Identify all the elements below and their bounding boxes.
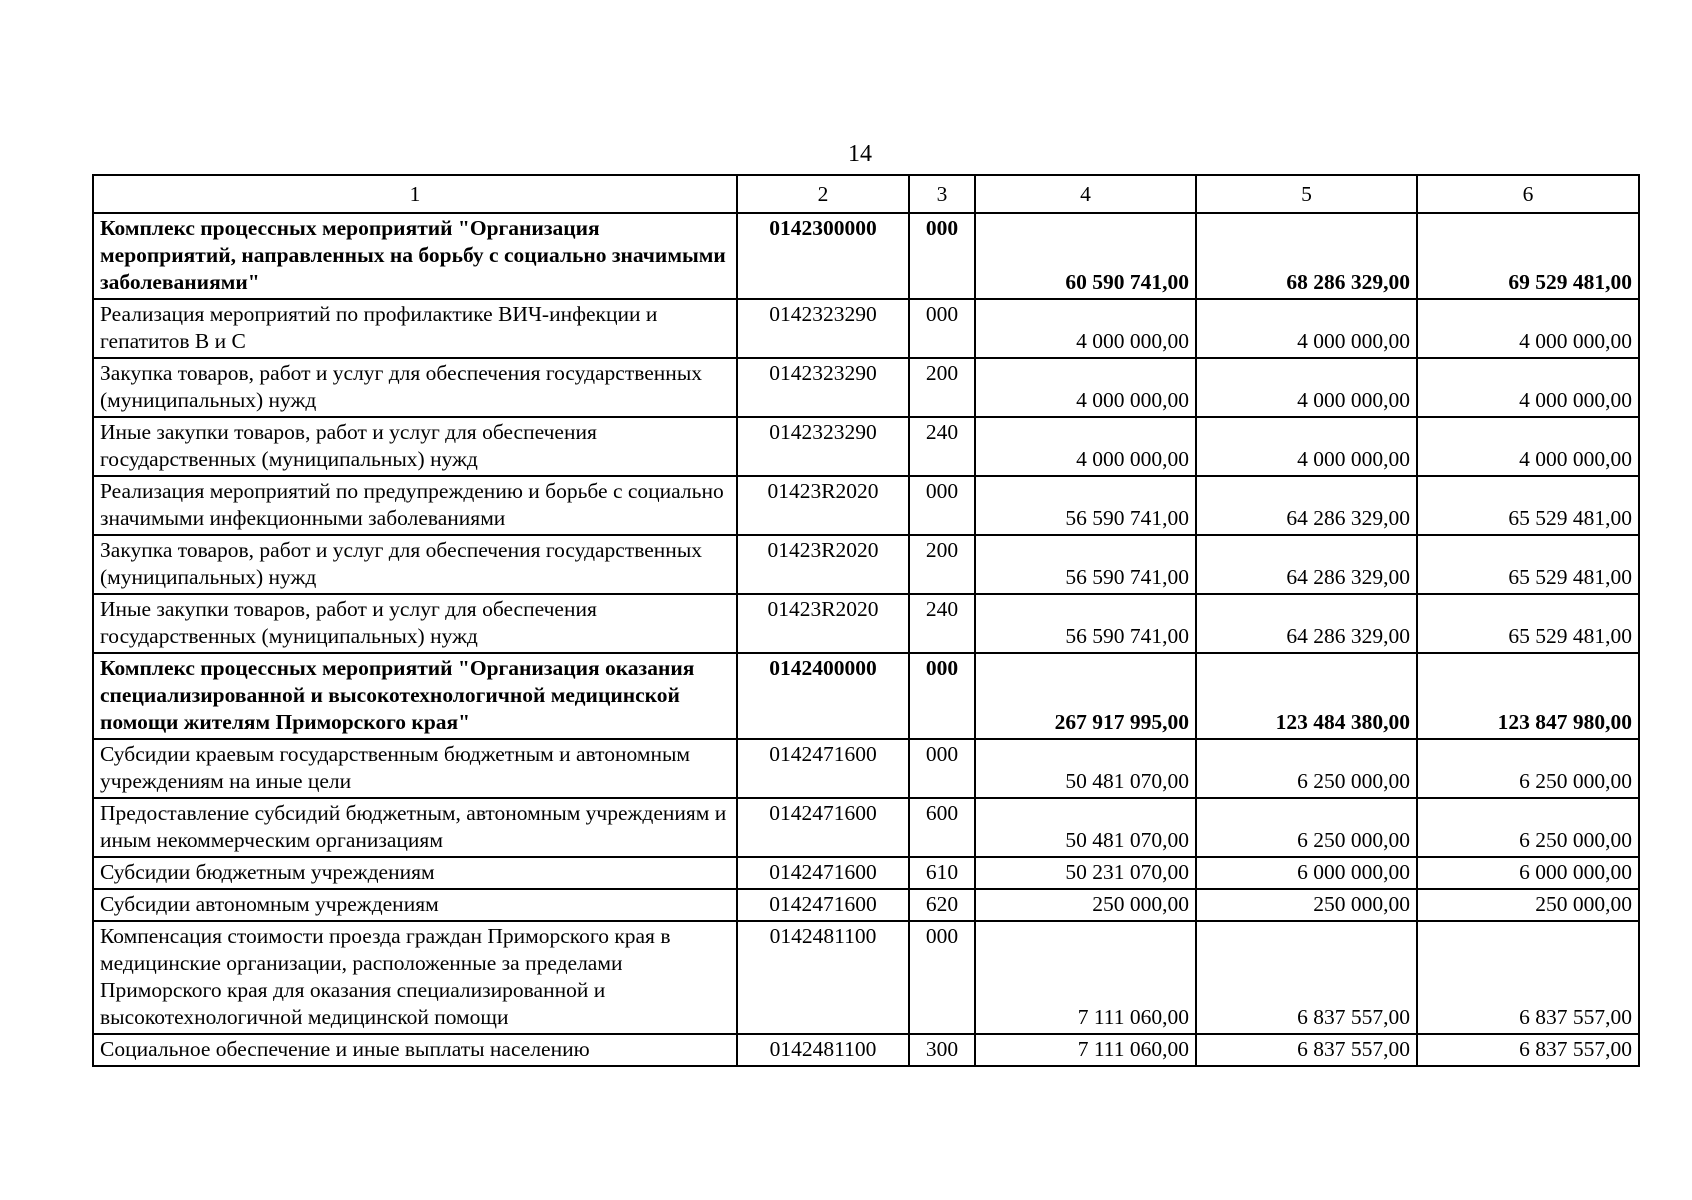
row-sum3-cell: 250 000,00 (1417, 889, 1639, 921)
table-row (93, 653, 1639, 739)
row-code-cell: 0142400000 (737, 653, 909, 739)
row-code-cell: 0142323290 (737, 358, 909, 417)
table-row (93, 358, 1639, 417)
row-sum2-cell: 68 286 329,00 (1196, 213, 1417, 299)
row-type-cell: 620 (909, 889, 975, 921)
row-code-cell: 0142481100 (737, 921, 909, 1034)
row-sum2-cell: 6 250 000,00 (1196, 798, 1417, 857)
row-sum1-cell: 56 590 741,00 (975, 535, 1196, 594)
row-type-cell: 000 (909, 653, 975, 739)
header-cell-1: 1 (93, 175, 737, 213)
row-name-cell: Субсидии автономным учреждениям (93, 889, 737, 921)
row-code-cell: 0142471600 (737, 857, 909, 889)
row-code-cell: 0142471600 (737, 739, 909, 798)
table-row (93, 213, 1639, 299)
row-sum2-cell: 6 250 000,00 (1196, 739, 1417, 798)
row-sum3-cell: 65 529 481,00 (1417, 594, 1639, 653)
row-sum1-cell: 4 000 000,00 (975, 417, 1196, 476)
row-sum2-cell: 6 837 557,00 (1196, 921, 1417, 1034)
row-sum2-cell: 6 837 557,00 (1196, 1034, 1417, 1066)
row-sum3-cell: 4 000 000,00 (1417, 358, 1639, 417)
row-name-cell: Субсидии краевым государственным бюджетным и автономным учреждениям на иные цели (93, 739, 737, 798)
row-type-cell: 000 (909, 476, 975, 535)
header-row (93, 175, 1639, 213)
header-cell-4: 4 (975, 175, 1196, 213)
row-name-cell: Компенсация стоимости проезда граждан Приморского края в медицинские организации, расположенные за пределами Приморского края для оказания специализированной и высокотехнологичной медицинской помощи (93, 921, 737, 1034)
row-sum1-cell: 4 000 000,00 (975, 299, 1196, 358)
row-sum3-cell: 69 529 481,00 (1417, 213, 1639, 299)
row-type-cell: 000 (909, 739, 975, 798)
row-name-cell: Реализация мероприятий по профилактике ВИЧ-инфекции и гепатитов В и С (93, 299, 737, 358)
row-sum3-cell: 65 529 481,00 (1417, 476, 1639, 535)
row-type-cell: 200 (909, 535, 975, 594)
table-row (93, 857, 1639, 889)
row-sum1-cell: 56 590 741,00 (975, 476, 1196, 535)
row-type-cell: 240 (909, 594, 975, 653)
table-row (93, 417, 1639, 476)
row-sum1-cell: 60 590 741,00 (975, 213, 1196, 299)
table-row (93, 1034, 1639, 1066)
row-sum1-cell: 4 000 000,00 (975, 358, 1196, 417)
header-cell-6: 6 (1417, 175, 1639, 213)
row-sum1-cell: 7 111 060,00 (975, 1034, 1196, 1066)
table-row (93, 535, 1639, 594)
row-type-cell: 200 (909, 358, 975, 417)
table-body (93, 175, 1639, 1066)
row-code-cell: 0142481100 (737, 1034, 909, 1066)
row-sum3-cell: 6 250 000,00 (1417, 798, 1639, 857)
table-row (93, 921, 1639, 1034)
row-sum3-cell: 6 837 557,00 (1417, 921, 1639, 1034)
row-code-cell: 0142300000 (737, 213, 909, 299)
row-sum1-cell: 50 481 070,00 (975, 798, 1196, 857)
row-sum2-cell: 64 286 329,00 (1196, 535, 1417, 594)
budget-table (92, 174, 1640, 1067)
row-sum1-cell: 267 917 995,00 (975, 653, 1196, 739)
row-sum1-cell: 250 000,00 (975, 889, 1196, 921)
row-sum1-cell: 56 590 741,00 (975, 594, 1196, 653)
row-sum3-cell: 4 000 000,00 (1417, 417, 1639, 476)
row-code-cell: 0142471600 (737, 889, 909, 921)
row-type-cell: 240 (909, 417, 975, 476)
table-row (93, 476, 1639, 535)
row-code-cell: 01423R2020 (737, 594, 909, 653)
header-cell-2: 2 (737, 175, 909, 213)
row-type-cell: 000 (909, 921, 975, 1034)
row-type-cell: 300 (909, 1034, 975, 1066)
row-sum1-cell: 50 481 070,00 (975, 739, 1196, 798)
row-sum3-cell: 6 837 557,00 (1417, 1034, 1639, 1066)
row-name-cell: Комплекс процессных мероприятий "Организация мероприятий, направленных на борьбу с социально значимыми заболеваниями" (93, 213, 737, 299)
row-sum1-cell: 50 231 070,00 (975, 857, 1196, 889)
row-sum2-cell: 64 286 329,00 (1196, 476, 1417, 535)
row-name-cell: Иные закупки товаров, работ и услуг для обеспечения государственных (муниципальных) нужд (93, 594, 737, 653)
header-cell-3: 3 (909, 175, 975, 213)
row-code-cell: 01423R2020 (737, 476, 909, 535)
row-sum3-cell: 65 529 481,00 (1417, 535, 1639, 594)
row-sum3-cell: 4 000 000,00 (1417, 299, 1639, 358)
row-code-cell: 0142323290 (737, 417, 909, 476)
row-name-cell: Предоставление субсидий бюджетным, автономным учреждениям и иным некоммерческим организациям (93, 798, 737, 857)
header-cell-5: 5 (1196, 175, 1417, 213)
row-sum1-cell: 7 111 060,00 (975, 921, 1196, 1034)
row-sum2-cell: 64 286 329,00 (1196, 594, 1417, 653)
row-type-cell: 610 (909, 857, 975, 889)
table-row (93, 739, 1639, 798)
row-sum2-cell: 6 000 000,00 (1196, 857, 1417, 889)
row-sum2-cell: 123 484 380,00 (1196, 653, 1417, 739)
row-name-cell: Социальное обеспечение и иные выплаты населению (93, 1034, 737, 1066)
row-sum3-cell: 123 847 980,00 (1417, 653, 1639, 739)
table-row (93, 889, 1639, 921)
row-name-cell: Закупка товаров, работ и услуг для обеспечения государственных (муниципальных) нужд (93, 358, 737, 417)
row-name-cell: Реализация мероприятий по предупреждению и борьбе с социально значимыми инфекционными заболеваниями (93, 476, 737, 535)
row-sum2-cell: 4 000 000,00 (1196, 299, 1417, 358)
row-type-cell: 600 (909, 798, 975, 857)
table-row (93, 594, 1639, 653)
row-name-cell: Иные закупки товаров, работ и услуг для обеспечения государственных (муниципальных) нужд (93, 417, 737, 476)
row-type-cell: 000 (909, 213, 975, 299)
row-sum2-cell: 4 000 000,00 (1196, 358, 1417, 417)
table-row (93, 798, 1639, 857)
row-sum3-cell: 6 250 000,00 (1417, 739, 1639, 798)
row-name-cell: Субсидии бюджетным учреждениям (93, 857, 737, 889)
row-code-cell: 0142471600 (737, 798, 909, 857)
row-type-cell: 000 (909, 299, 975, 358)
row-code-cell: 01423R2020 (737, 535, 909, 594)
table-row (93, 299, 1639, 358)
row-sum3-cell: 6 000 000,00 (1417, 857, 1639, 889)
row-code-cell: 0142323290 (737, 299, 909, 358)
page-number: 14 (848, 141, 872, 167)
row-name-cell: Закупка товаров, работ и услуг для обеспечения государственных (муниципальных) нужд (93, 535, 737, 594)
row-sum2-cell: 250 000,00 (1196, 889, 1417, 921)
row-sum2-cell: 4 000 000,00 (1196, 417, 1417, 476)
row-name-cell: Комплекс процессных мероприятий "Организация оказания специализированной и высокотехнологичной медицинской помощи жителям Приморского края" (93, 653, 737, 739)
